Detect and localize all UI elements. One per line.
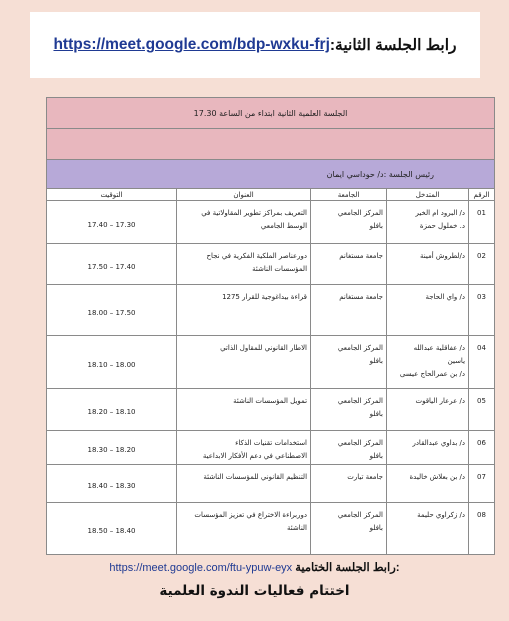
cell-university: المركز الجامعي بافلو xyxy=(311,336,387,389)
cell-title: قراءة بيداغوجية للقرار 1275 xyxy=(177,285,311,336)
cell-num: 03 xyxy=(469,285,495,336)
closing-link-label: رابط الجلسة الختامية: xyxy=(295,562,400,574)
table-row xyxy=(47,431,495,465)
table-row xyxy=(47,285,495,336)
cell-num: 06 xyxy=(469,431,495,465)
cell-num: 01 xyxy=(469,201,495,244)
cell-title: التعريف بمراكز تطوير المقاولاتية في الوسط الجامعي xyxy=(177,201,311,244)
cell-university: جامعة تيارت xyxy=(311,465,387,503)
cell-title: دوربراءة الاختراع في تعزيز المؤسسات الناشئة xyxy=(177,503,311,555)
cell-num: 07 xyxy=(469,465,495,503)
header-num: الرقم xyxy=(469,189,495,201)
cell-speaker: د/ عفاقلية عبدالله ياسين د/ بن عمرالحاج عيسى xyxy=(387,336,469,389)
cell-university: جامعة مستغانم xyxy=(311,244,387,285)
closing-session-link[interactable]: https://meet.google.com/ftu-ypuw-eyx xyxy=(109,562,293,574)
empty-band xyxy=(47,129,495,160)
cell-speaker: د/ بن بعلاش خاليدة xyxy=(387,465,469,503)
cell-speaker: د/ عرعار الياقوت xyxy=(387,389,469,431)
session-chair: رئيس الجلسة :د/ حوداسي ايمان xyxy=(47,160,495,189)
cell-time: 18.00 – 17.50 xyxy=(47,285,177,336)
header-title: العنوان xyxy=(177,189,311,201)
header-speaker: المتدخل xyxy=(387,189,469,201)
cell-university: المركز الجامعي بافلو xyxy=(311,431,387,465)
cell-time: 18.40 – 18.30 xyxy=(47,465,177,503)
cell-university: المركز الجامعي بافلو xyxy=(311,201,387,244)
schedule-rows xyxy=(47,201,495,555)
session-link-banner xyxy=(30,12,480,78)
cell-time: 18.50 – 18.40 xyxy=(47,503,177,555)
cell-speaker: د/ البرود ام الخير د. خملول حمزة xyxy=(387,201,469,244)
cell-time: 18.30 – 18.20 xyxy=(47,431,177,465)
cell-time: 17.40 – 17.30 xyxy=(47,201,177,244)
cell-university: المركز الجامعي بافلو xyxy=(311,389,387,431)
cell-title: استخدامات تقنيات الذكاء الاصطناعي في دعم الأفكار الابداعية xyxy=(177,431,311,465)
cell-time: 18.10 – 18.00 xyxy=(47,336,177,389)
cell-speaker: د/لطروش أمينة xyxy=(387,244,469,285)
cell-time: 18.20 – 18.10 xyxy=(47,389,177,431)
cell-speaker: د/ واي الحاجة xyxy=(387,285,469,336)
header-university: الجامعة xyxy=(311,189,387,201)
cell-speaker: د/ بداوي عبدالقادر xyxy=(387,431,469,465)
table-row xyxy=(47,465,495,503)
table-row xyxy=(47,336,495,389)
cell-time: 17.50 – 17.40 xyxy=(47,244,177,285)
table-row xyxy=(47,244,495,285)
cell-num: 04 xyxy=(469,336,495,389)
cell-university: المركز الجامعي بافلو xyxy=(311,503,387,555)
table-row xyxy=(47,389,495,431)
cell-num: 05 xyxy=(469,389,495,431)
session2-link-label: رابط الجلسة الثانية: xyxy=(329,36,457,54)
cell-title: التنظيم القانوني للمؤسسات الناشئة xyxy=(177,465,311,503)
schedule-table xyxy=(46,97,495,555)
cell-num: 08 xyxy=(469,503,495,555)
cell-title: الاطار القانوني للمقاول الذاتي xyxy=(177,336,311,389)
session2-link[interactable]: https://meet.google.com/bdp-wxku-frj xyxy=(53,36,330,53)
table-row xyxy=(47,201,495,244)
session-title: الجلسة العلمية الثانية ابتداء من الساعة 17.30 xyxy=(47,98,495,129)
cell-num: 02 xyxy=(469,244,495,285)
closing-text: اختتام فعاليات الندوة العلمية xyxy=(159,583,350,599)
header-time: التوقيت xyxy=(47,189,177,201)
table-row xyxy=(47,503,495,555)
closing-link-line xyxy=(0,560,509,574)
cell-title: تمويل المؤسسات الناشئة xyxy=(177,389,311,431)
cell-speaker: د/ زكراوي حليمة xyxy=(387,503,469,555)
cell-title: دورعناصر الملكية الفكرية في نجاح المؤسسات الناشئة xyxy=(177,244,311,285)
cell-university: جامعة مستغانم xyxy=(311,285,387,336)
